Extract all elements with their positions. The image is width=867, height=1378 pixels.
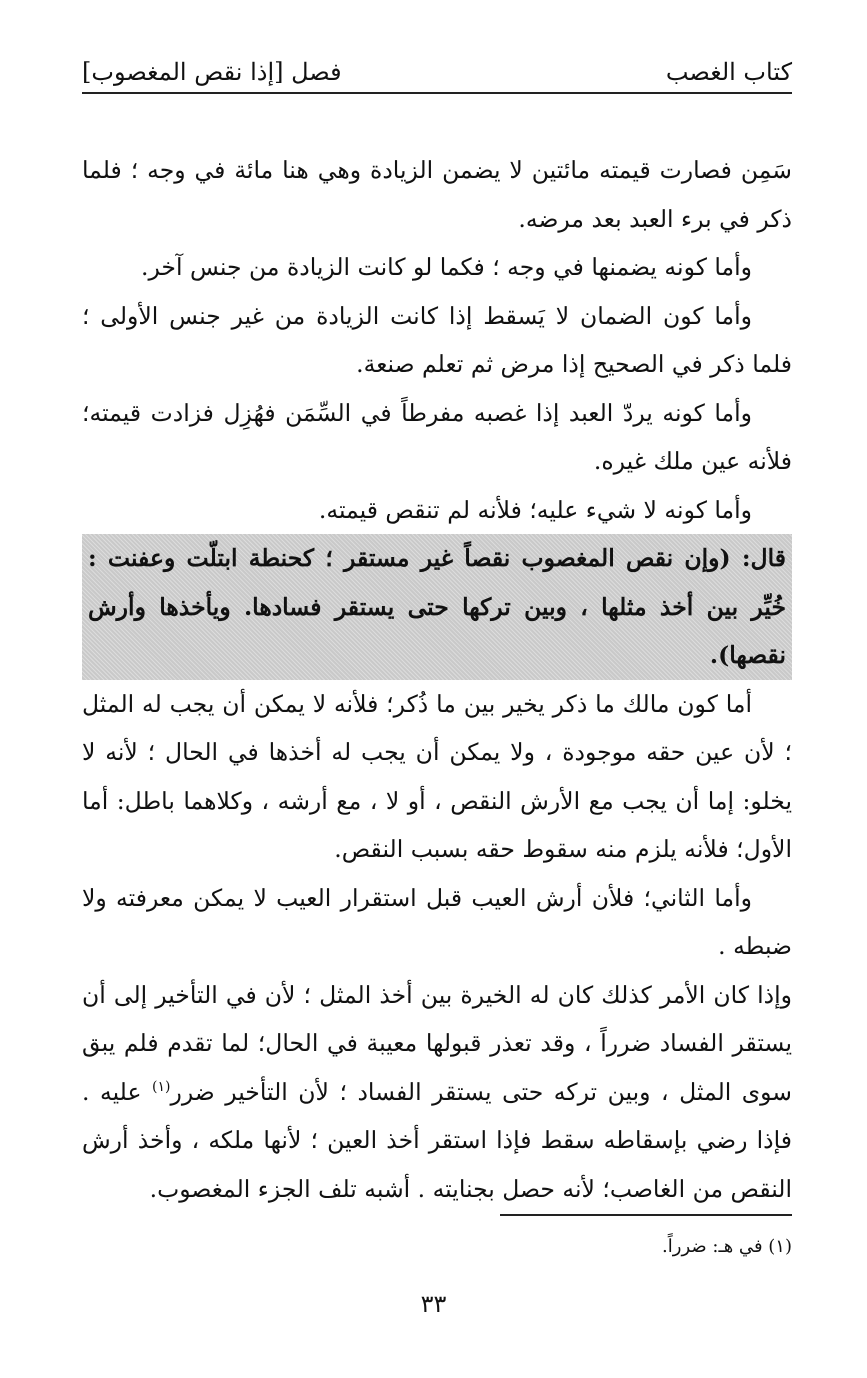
paragraph-text: عليه . فإذا رضي بإسقاطه سقط فإذا استقر أخذ العين ؛ لأنها ملكه ، وأخذ أرش النقص من الغاصب؛ لأنه حصل بجنايته . أشبه تلف الجزء المغصوب. <box>82 1077 792 1203</box>
footnote-reference[interactable]: (١) <box>152 1078 171 1095</box>
paragraph: سَمِن فصارت قيمته مائتين لا يضمن الزيادة وهي هنا مائة في وجه ؛ فلما ذكر في برء العبد بعد مرضه. <box>82 156 792 233</box>
paragraph-text: وإذا كان الأمر كذلك كان له الخيرة بين أخذ المثل ؛ لأن في التأخير إلى أن يستقر الفساد ضرراً ، وقد تعذر قبولها معيبة في الحال؛ لما تقدم فلم يبق سوى المثل ، وبين تركه حتى يستقر الفساد ؛ لأن التأخير ضرر <box>82 980 792 1106</box>
header-book-title: كتاب الغصب <box>665 58 792 86</box>
footnote-separator <box>500 1214 792 1216</box>
main-text <box>82 146 792 1213</box>
highlighted-quote: قال: (وإن نقص المغصوب نقصاً غير مستقر ؛ كحنطة ابتلّت وعفنت : خُيِّر بين أخذ مثلها ، وبين تركها حتى يستقر فسادها. ويأخذها وأرش نقصها). <box>82 534 792 680</box>
paragraph: وأما الثاني؛ فلأن أرش العيب قبل استقرار العيب لا يمكن معرفته ولا ضبطه . <box>82 883 792 960</box>
paragraph: وأما كون الضمان لا يَسقط إذا كانت الزيادة من غير جنس الأولى ؛ فلما ذكر في الصحيح إذا مرض ثم تعلم صنعة. <box>82 301 792 378</box>
paragraph: وأما كونه يضمنها في وجه ؛ فكما لو كانت الزيادة من جنس آخر. <box>141 253 752 281</box>
footnote: (١) في هـ: ضرراً. <box>662 1236 792 1257</box>
paragraph: أما كون مالك ما ذكر يخير بين ما ذُكر؛ فلأنه لا يمكن أن يجب له المثل ؛ لأن عين حقه موجودة ، ولا يمكن أن يجب له أخذها في الحال ؛ لأنه لا يخلو: إما أن يجب مع الأرش النقص ، أو لا ، مع أرشه ، وكلاهما باطل: أما الأول؛ فلأنه يلزم منه سقوط حقه بسبب النقص. <box>82 689 792 863</box>
paragraph <box>82 971 792 1214</box>
paragraph: وأما كونه يردّ العبد إذا غصبه مفرطاً في السِّمَن فهُزِل فزادت قيمته؛ فلأنه عين ملك غيره. <box>82 398 792 475</box>
running-header <box>82 50 792 94</box>
header-section-title: فصل [إذا نقص المغصوب] <box>82 58 342 86</box>
paragraph: وأما كونه لا شيء عليه؛ فلأنه لم تنقص قيمته. <box>318 495 752 524</box>
page-number: ٣٣ <box>420 1290 447 1318</box>
